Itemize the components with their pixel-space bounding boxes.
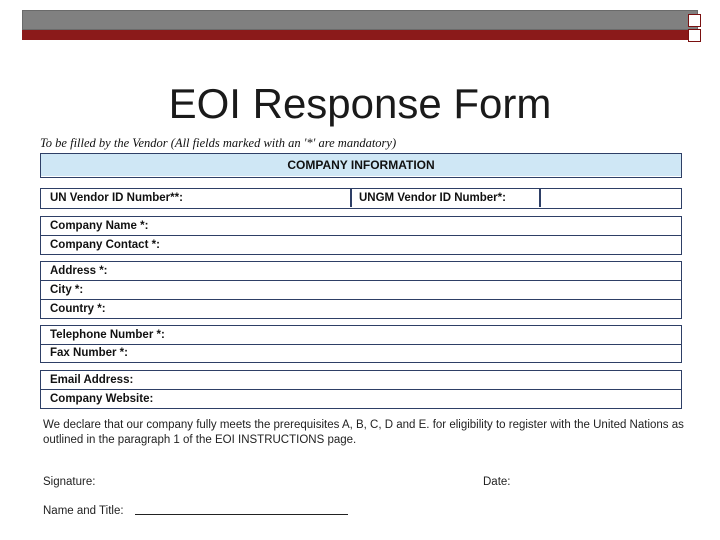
slide-title: EOI Response Form — [168, 80, 552, 127]
un-vendor-id-label: UN Vendor ID Number**: — [41, 189, 352, 207]
declaration-text: We declare that our company fully meets the prerequisites A, B, C, D and E. for eligibility to register with the United Nations as outlined in the paragraph 1 of the EOI INSTRUCTIONS page. — [43, 419, 684, 446]
name-title-label: Name and Title: — [43, 505, 124, 517]
phone-box — [40, 325, 682, 363]
section-header: COMPANY INFORMATION — [41, 154, 681, 176]
slide-top-bar — [22, 10, 698, 30]
corner-square-icon — [688, 14, 701, 27]
company-box — [40, 216, 682, 255]
city-label: City *: — [41, 280, 681, 299]
telephone-label: Telephone Number *: — [50, 329, 165, 341]
company-name-label: Company Name *: — [50, 220, 149, 232]
company-contact-label: Company Contact *: — [41, 235, 681, 253]
contact-box — [40, 370, 682, 409]
website-label: Company Website: — [41, 389, 681, 407]
slide-accent-bar — [22, 30, 698, 40]
name-title-line — [135, 514, 348, 515]
address-label: Address *: — [50, 265, 108, 277]
vendor-id-box — [40, 188, 682, 209]
form-instruction: To be filled by the Vendor (All fields marked with an '*' are mandatory) — [40, 136, 397, 150]
address-box — [40, 261, 682, 319]
signature-label: Signature: — [43, 476, 96, 488]
fax-label: Fax Number *: — [41, 344, 681, 361]
email-label: Email Address: — [50, 374, 134, 386]
ungm-vendor-id-label: UNGM Vendor ID Number*: — [354, 189, 541, 207]
country-label: Country *: — [41, 299, 681, 317]
corner-square-icon — [688, 29, 701, 42]
vendor-id-row — [41, 189, 681, 207]
section-header-box — [40, 153, 682, 178]
date-label: Date: — [483, 476, 511, 488]
